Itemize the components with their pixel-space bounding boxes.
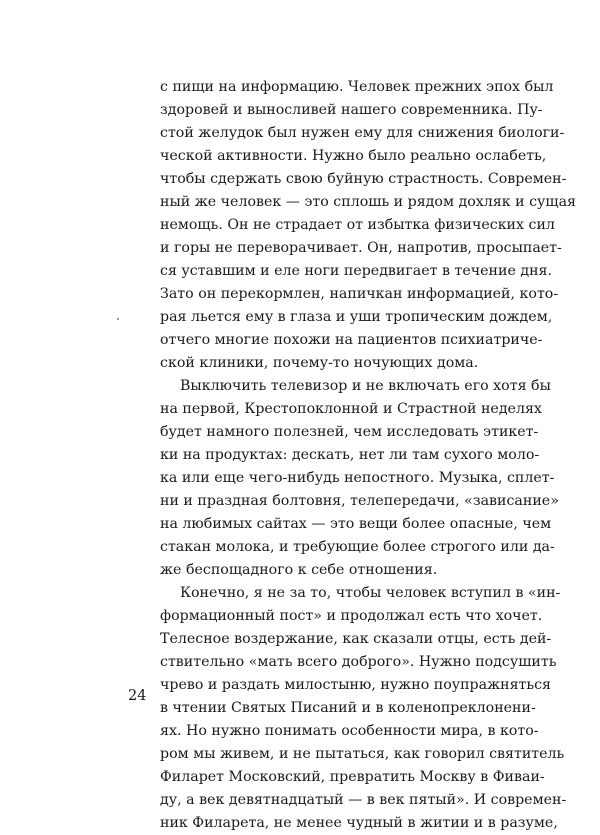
text-line: ный же человек — это сплошь и рядом дохляк и сущая bbox=[160, 194, 576, 210]
text-line: ром мы живем, и не пытаться, как говорил святитель bbox=[160, 746, 565, 762]
margin-mark bbox=[117, 318, 119, 320]
text-line: же беспощадного к себе отношения. bbox=[160, 562, 438, 578]
text-line: Выключить телевизор и не включать его хотя бы bbox=[180, 378, 551, 394]
text-line: ки на продуктах: дескать, нет ли там сухого моло- bbox=[160, 447, 540, 463]
text-line: ской клиники, почему-то ночующих дома. bbox=[160, 355, 479, 371]
text-line: в чтении Святых Писаний и в коленопреклонени- bbox=[160, 700, 536, 716]
text-line: на любимых сайтах — это вещи более опасные, чем bbox=[160, 516, 552, 532]
text-line: ся уставшим и еле ноги передвигает в течение дня. bbox=[160, 263, 553, 279]
text-line: рая льется ему в глаза и уши тропическим дождем, bbox=[160, 309, 553, 325]
text-line: чрево и раздать милостыню, нужно поупражняться bbox=[160, 677, 552, 693]
text-line: на первой, Крестопоклонной и Страстной неделях bbox=[160, 401, 542, 417]
text-line: ду, а век девятнадцатый — в век пятый». И современ- bbox=[160, 792, 567, 808]
text-line: Филарет Московский, превратить Москву в Фиваи- bbox=[160, 769, 545, 785]
text-line: ствительно «мать всего доброго». Нужно подсушить bbox=[160, 654, 557, 670]
text-line: ка или еще чего-нибудь непостного. Музыка, сплет- bbox=[160, 470, 555, 486]
text-line: стой желудок был нужен ему для снижения биологи- bbox=[160, 125, 565, 141]
text-line: с пищи на информацию. Человек прежних эпох был bbox=[160, 79, 554, 95]
text-line: ни и праздная болтовня, телепередачи, «зависание» bbox=[160, 493, 559, 509]
text-line: ческой активности. Нужно было реально ослабеть, bbox=[160, 148, 547, 164]
page-number: 24 bbox=[128, 688, 147, 704]
body-text bbox=[160, 76, 576, 835]
text-line: здоровей и выносливей нашего современника. Пу- bbox=[160, 102, 543, 118]
text-line: ник Филарета, не менее чудный в житии и в разуме, bbox=[160, 815, 558, 831]
text-line: формационный пост» и продолжал есть что хочет. bbox=[160, 608, 543, 624]
text-line: чтобы сдержать свою буйную страстность. Современ- bbox=[160, 171, 567, 187]
text-line: Зато он перекормлен, напичкан информацией, кото- bbox=[160, 286, 559, 302]
text-line: отчего многие похожи на пациентов психиатриче- bbox=[160, 332, 543, 348]
text-line: Телесное воздержание, как сказали отцы, есть дей- bbox=[160, 631, 552, 647]
text-line: немощь. Он не страдает от избытка физических сил bbox=[160, 217, 555, 233]
text-line: стакан молока, и требующие более строгого или да- bbox=[160, 539, 555, 555]
text-line: Конечно, я не за то, чтобы человек вступил в «ин- bbox=[180, 585, 561, 601]
text-line: и горы не переворачивает. Он, напротив, просыпает- bbox=[160, 240, 562, 256]
text-line: будет намного полезней, чем исследовать этикет- bbox=[160, 424, 539, 440]
text-line: ях. Но нужно понимать особенности мира, в кото- bbox=[160, 723, 539, 739]
